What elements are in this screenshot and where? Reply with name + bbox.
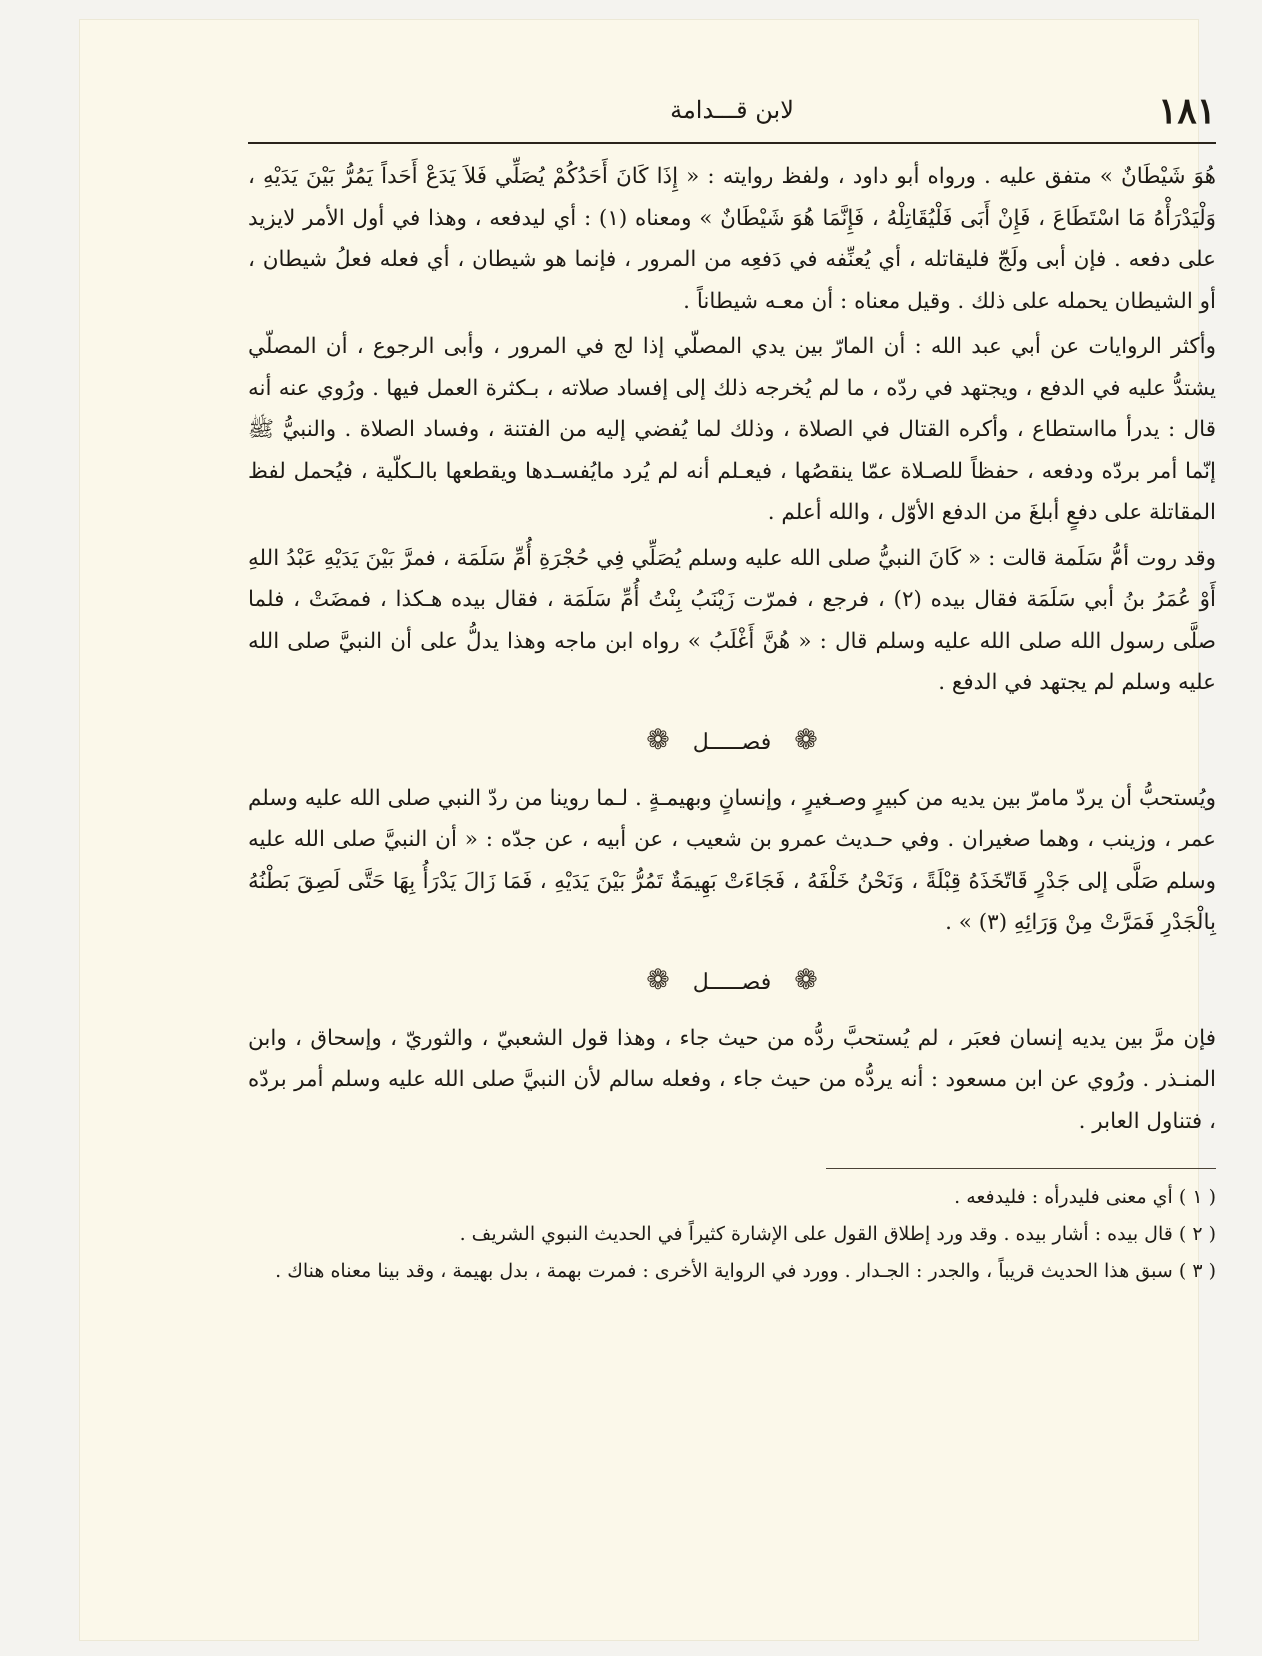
section-heading: فصـــــل	[692, 729, 772, 755]
page-body	[248, 156, 1216, 1290]
paragraph: وأكثر الروايات عن أبي عبد الله : أن المارّ بين يدي المصلّي إذا لج في المرور ، وأبى الرجوع ، أن المصلّي يشتدُّ عليه في الدفع ، ويجتهد في ردّه ، ما لم يُخرجه ذلك إلى إفساد صلاته ، بـكثرة العمل فيها . ورُوي عنه أنه قال : يدرأ مااستطاع ، وأكره القتال في الصلاة ، وذلك لما يُفضي إليه من الفتنة ، وفساد الصلاة . والنبيُّ ﷺ إنّما أمر بردّه ودفعه ، حفظاً للصـلاة عمّا ينقصُها ، فيعـلم أنه لم يُرد مايُفسـدها ويقطعها بالـكلّية ، فيُحمل لفظ المقاتلة على دفعٍ أبلغَ من الدفع الأوّل ، والله أعلم .	[248, 334, 1216, 525]
ornament-icon: ❁	[646, 962, 670, 996]
ornament-icon: ❁	[794, 962, 818, 996]
section-heading: فصـــــل	[692, 969, 772, 995]
page-sheet	[80, 20, 1217, 1640]
paragraph: فإن مرَّ بين يديه إنسان فعبَر ، لم يُستحبَّ ردُّه من حيث جاء ، وهذا قول الشعبيّ ، والثوريّ ، وإسحاق ، وابن المنـذر . ورُوي عن ابن مسعود : أنه يردُّه من حيث جاء ، وفعله سالم لأن النبيَّ صلى الله عليه وسلم أمر بردّه ، فتناول العابر .	[248, 1025, 1216, 1134]
paragraph: هُوَ شَيْطَانٌ » متفق عليه . ورواه أبو داود ، ولفظ روايته : « إِذَا كَانَ أَحَدُكُمْ يُصَلِّي فَلاَ يَدَعْ أَحَداً يَمُرُّ بَيْنَ يَدَيْهِ ، وَلْيَدْرَأْهُ مَا اسْتَطَاعَ ، فَإِنْ أَبَى فَلْيُقَاتِلْهُ ، فَإِنَّمَا هُوَ شَيْطَانٌ » ومعناه (١) : أي ليدفعه ، وهذا في أول الأمر لايزيد على دفعه . فإن أبى ولَجّ فليقاتله ، أي يُعنِّفه في دَفعِه من المرور ، فإنما هو شيطان ، أي فعله فعلُ شيطان ، أو الشيطان يحمله على ذلك . وقيل معناه : أن معـه شيطاناً .	[248, 164, 1217, 314]
ornament-icon: ❁	[794, 722, 818, 756]
footnote: ( ١ ) أي معنى فليدرأه : فليدفعه .	[954, 1186, 1216, 1208]
page-number: ١٨١	[1157, 90, 1216, 132]
footnote: ( ٣ ) سبق هذا الحديث قريباً ، والجدر : الجـدار . وورد في الرواية الأخرى : فمرت بهمة ، بدل بهيمة ، وقد بينا معناه هناك .	[275, 1260, 1216, 1282]
ornament-icon: ❁	[646, 722, 670, 756]
paragraph: وقد روت أمُّ سَلَمة قالت : « كَانَ النبيُّ صلى الله عليه وسلم يُصَلِّي فِي حُجْرَةِ أُمِّ سَلَمَة ، فمرَّ بَيْنَ يَدَيْهِ عَبْدُ اللهِ أَوْ عُمَرُ بنُ أبي سَلَمَة فقال بيده (٢) ، فرجع ، فمرّت زَيْنَبُ بِنْتُ أُمِّ سَلَمَة ، فقال بيده هـكذا ، فمضَتْ ، فلما صلَّى رسول الله صلى الله عليه وسلم قال : « هُنَّ أَغْلَبُ » رواه ابن ماجه وهذا يدلُّ على أن النبيَّ صلى الله عليه وسلم لم يجتهد في الدفع .	[248, 545, 1216, 695]
section-divider	[248, 722, 1216, 758]
running-title: لابن قـــدامة	[670, 96, 794, 124]
paragraph: ويُستحبُّ أن يردّ مامرّ بين يديه من كبيرٍ وصـغيرٍ ، وإنسانٍ وبهيمـةٍ . لـما روينا من ردّ النبي صلى الله عليه وسلم عمر ، وزينب ، وهما صغيران . وفي حـديث عمرو بن شعيب ، عن أبيه ، عن جدّه : « أن النبيَّ صلى الله عليه وسلم صَلَّى إلى جَدْرٍ قَاتّخَذَهُ قِبْلَةً ، وَنَحْنُ خَلْفَهُ ، فَجَاءَتْ بَهِيمَةٌ تَمُرُّ بَيْنَ يَدَيْهِ ، فَمَا زَالَ يَدْرَأُ بِهَا حَتَّى لَصِقَ بَطْنُهُ بِالْجَدْرِ فَمَرَّتْ مِنْ وَرَائِهِ (٣) » .	[248, 785, 1216, 935]
page-content	[248, 82, 1216, 1290]
footnote-rule	[826, 1168, 1216, 1169]
page-header	[248, 82, 1216, 144]
section-divider	[248, 962, 1216, 998]
footnote: ( ٢ ) قال بيده : أشار بيده . وقد ورد إطلاق القول على الإشارة كثيراً في الحديث النبوي الشريف .	[459, 1223, 1216, 1245]
